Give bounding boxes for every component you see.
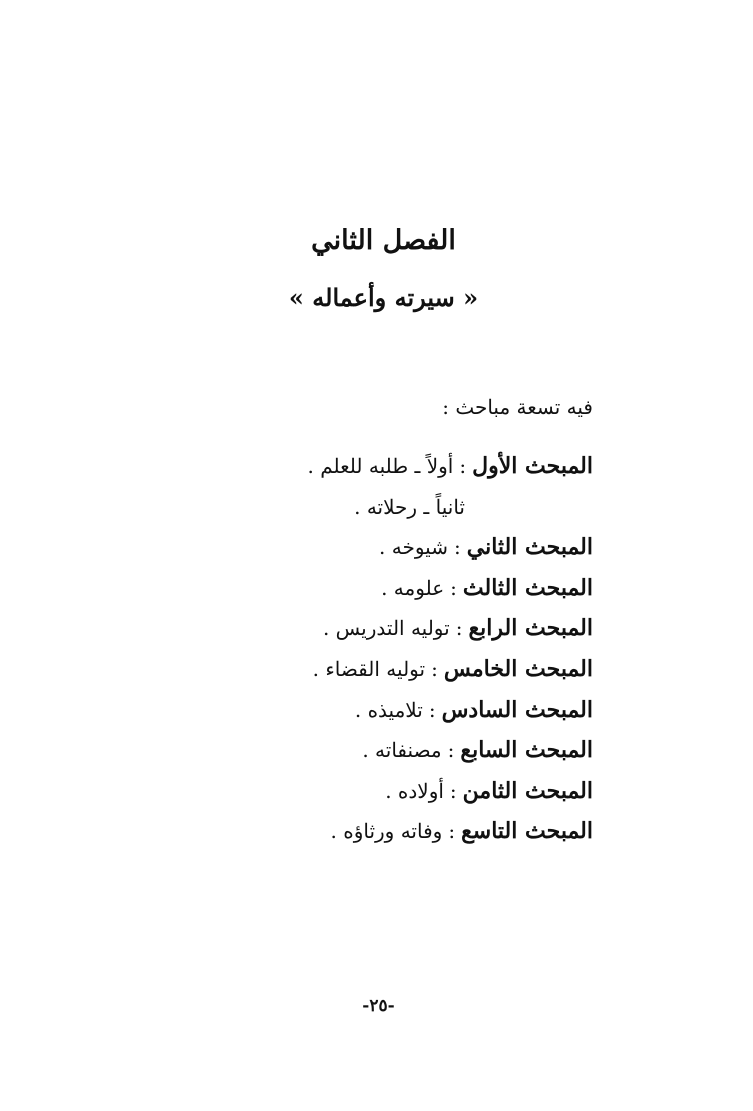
- section-label: المبحث الرابع: [468, 615, 593, 642]
- list-item: [153, 487, 593, 528]
- section-topic: ثانياً ـ رحلاته .: [354, 494, 465, 519]
- section-topic: توليه القضاء .: [312, 656, 426, 681]
- separator: :: [459, 454, 467, 478]
- separator: :: [449, 778, 457, 803]
- list-item: [153, 446, 593, 487]
- section-label: المبحث الأول: [472, 453, 593, 479]
- section-label: المبحث الثالث: [462, 574, 593, 601]
- section-topic: وفاته ورثاؤه .: [330, 819, 443, 844]
- sections-list: [153, 446, 593, 852]
- section-label: المبحث الخامس: [443, 655, 593, 682]
- section-topic: أولاً ـ طلبه للعلم .: [307, 454, 454, 478]
- separator: :: [453, 535, 461, 560]
- separator: :: [447, 738, 455, 763]
- separator: :: [428, 697, 436, 722]
- list-item: [153, 730, 593, 771]
- page-number: -٢٥-: [362, 996, 395, 1016]
- list-item: [153, 568, 593, 609]
- separator: :: [455, 616, 463, 641]
- section-topic: مصنفاته .: [362, 738, 442, 763]
- section-intro: فيه تسعة مباحث :: [442, 395, 593, 419]
- section-label: المبحث الثامن: [462, 777, 593, 804]
- list-item: [153, 527, 593, 568]
- section-topic: علومه .: [381, 575, 445, 600]
- list-item: [153, 649, 593, 690]
- section-topic: توليه التدريس .: [322, 616, 450, 641]
- section-topic: شيوخه .: [379, 535, 448, 560]
- section-label: المبحث التاسع: [461, 818, 593, 845]
- separator: :: [450, 575, 457, 600]
- section-topic: أولاده .: [385, 778, 444, 803]
- list-item: [153, 811, 593, 852]
- list-item: [153, 690, 593, 731]
- section-topic: تلاميذه .: [354, 697, 423, 722]
- list-item: [153, 608, 593, 649]
- separator: :: [431, 656, 438, 681]
- list-item: [153, 771, 593, 812]
- chapter-title: الفصل الثاني: [311, 225, 456, 256]
- separator: :: [448, 819, 456, 844]
- section-label: المبحث السادس: [441, 696, 593, 723]
- section-label: المبحث الثاني: [466, 534, 593, 561]
- chapter-subtitle: « سيرته وأعماله »: [288, 283, 479, 312]
- section-label: المبحث السابع: [460, 737, 593, 764]
